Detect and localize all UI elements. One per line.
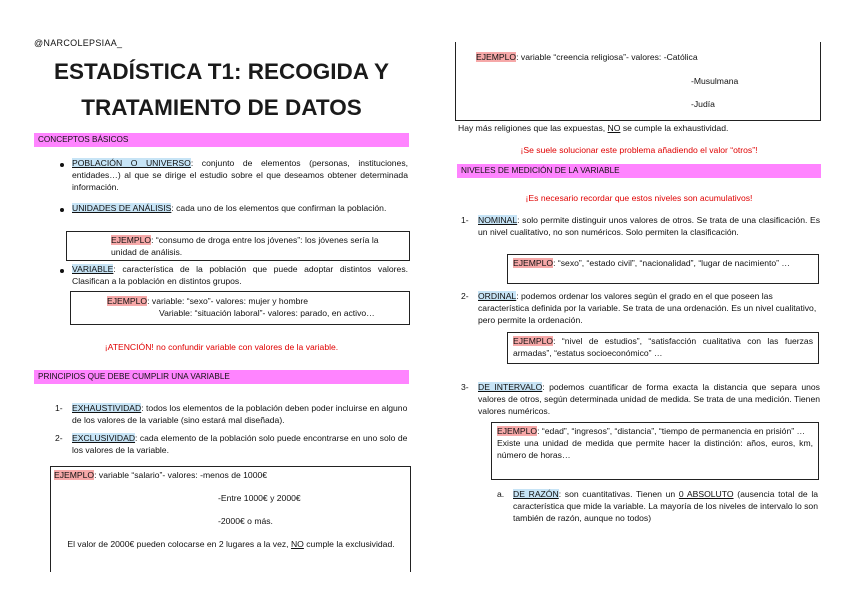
box-border-right bbox=[410, 466, 411, 572]
religion-note: Hay más religiones que las expuestas, NO se cumple la exhaustividad. bbox=[458, 123, 729, 133]
level-ordinal: ORDINAL: podemos ordenar los valores según el grado en el que poseen las característica definida por la variable. Se trata de una ordenación. Es un nivel cualitativo, pero permite la ordenación. bbox=[478, 291, 817, 325]
salario-value-2: -Entre 1000€ y 2000€ bbox=[218, 493, 301, 503]
remember-note: ¡Es necesario recordar que estos niveles son acumulativos! bbox=[525, 193, 753, 203]
term-unidades: UNIDADES DE ANÁLISIS bbox=[72, 203, 172, 213]
box-border-left bbox=[50, 466, 51, 572]
number-2: 2- bbox=[461, 291, 469, 301]
section-principios: PRINCIPIOS QUE DEBE CUMPLIR UNA VARIABLE bbox=[34, 370, 409, 384]
title-line-2: TRATAMIENTO DE DATOS bbox=[81, 95, 362, 120]
number-1: 1- bbox=[55, 403, 63, 413]
religion-value-2: -Musulmana bbox=[691, 76, 739, 86]
page-title bbox=[34, 54, 409, 126]
example-box-nominal: EJEMPLO: “sexo”, “estado civil”, “nacionalidad”, “lugar de nacimiento” … bbox=[507, 254, 819, 284]
example-box-sexo: EJEMPLO: variable: “sexo”- valores: mujer y hombre Variable: “situación laboral”- valores: parado, en activo… bbox=[70, 291, 410, 325]
sub-item-a: a. bbox=[497, 489, 505, 499]
example-label: EJEMPLO bbox=[476, 52, 517, 62]
example-label: EJEMPLO bbox=[107, 296, 148, 306]
box-border-top bbox=[50, 466, 411, 467]
salario-note: El valor de 2000€ pueden colocarse en 2 lugares a la vez, NO cumple la exclusividad. bbox=[67, 539, 395, 549]
example-label: EJEMPLO bbox=[54, 470, 95, 480]
bullet-icon bbox=[60, 269, 64, 273]
title-line-1: ESTADÍSTICA T1: RECOGIDA Y bbox=[53, 59, 390, 84]
box-border-bottom bbox=[455, 120, 821, 121]
bullet-variable: VARIABLE: característica de la población que puede adoptar distintos valores. Clasifican a la población en distintos grupos. bbox=[72, 264, 408, 286]
term-exclusividad: EXCLUSIVIDAD bbox=[72, 433, 136, 443]
term-intervalo: DE INTERVALO bbox=[478, 382, 543, 392]
box-border-right bbox=[820, 42, 821, 120]
bullet-poblacion: POBLACIÓN O UNIVERSO: conjunto de elementos (personas, instituciones, entidades…) al que se dirige el estudio sobre el que deseamos obtener determinada información. bbox=[72, 158, 408, 192]
example-salario: EJEMPLO: variable “salario”- valores: -menos de 1000€ bbox=[54, 470, 268, 480]
bullet-unidades: UNIDADES DE ANÁLISIS: cada uno de los elementos que confirman la población. bbox=[72, 203, 387, 213]
example-label: EJEMPLO bbox=[497, 426, 538, 436]
item-exclusividad: EXCLUSIVIDAD: cada elemento de la población solo puede encontrarse en uno solo de los valores de la variable. bbox=[72, 433, 408, 455]
item-exhaustividad: EXHAUSTIVIDAD: todos los elementos de la población deben poder incluirse en alguno de los valores de la variable (sino estará mal diseñada). bbox=[72, 403, 408, 425]
term-ordinal: ORDINAL bbox=[478, 291, 517, 301]
section-niveles: NIVELES DE MEDICIÓN DE LA VARIABLE bbox=[457, 164, 821, 178]
example-box-ordinal: EJEMPLO: “nivel de estudios”, “satisfacción cualitativa con las fuerzas armadas”, “estatus socioeconómico” … bbox=[507, 332, 819, 364]
religion-value-3: -Judía bbox=[691, 99, 715, 109]
bullet-icon bbox=[60, 208, 64, 212]
term-poblacion: POBLACIÓN O UNIVERSO bbox=[72, 158, 191, 168]
number-1: 1- bbox=[461, 215, 469, 225]
box-border-left bbox=[455, 42, 456, 120]
example-box-consumo: EJEMPLO: “consumo de droga entre los jóvenes”: los jóvenes sería la unidad de análisis. bbox=[66, 231, 410, 261]
solution-note: ¡Se suele solucionar este problema añadiendo el valor “otros”! bbox=[520, 145, 758, 155]
level-nominal: NOMINAL: solo permite distinguir unos valores de otros. Se trata de una clasificación. Es un nivel cualitativo, no son numéricos. Solo permiten la clasificación. bbox=[478, 215, 820, 237]
salario-value-3: -2000€ o más. bbox=[218, 516, 273, 526]
term-exhaustividad: EXHAUSTIVIDAD bbox=[72, 403, 142, 413]
bullet-icon bbox=[60, 163, 64, 167]
term-razon: DE RAZÓN bbox=[513, 489, 559, 499]
example-label: EJEMPLO bbox=[111, 235, 152, 245]
example-label: EJEMPLO bbox=[513, 336, 554, 346]
level-razon: DE RAZÓN: son cuantitativas. Tienen un 0 ABSOLUTO (ausencia total de la característica que mide la variable. La mayoría de los niveles de intervalo lo son también de razón, aunque no todos) bbox=[513, 489, 819, 523]
number-2: 2- bbox=[55, 433, 63, 443]
level-intervalo: DE INTERVALO: podemos cuantificar de forma exacta la distancia que separa unos valores de otros, según determinada unidad de medida. Se trata de una medición. Tienen valores numéricos. bbox=[478, 382, 820, 416]
term-variable: VARIABLE bbox=[72, 264, 114, 274]
section-conceptos-basicos: CONCEPTOS BÁSICOS bbox=[34, 133, 409, 147]
example-label: EJEMPLO bbox=[513, 258, 554, 268]
author-handle: @NARCOLEPSIAA_ bbox=[34, 38, 123, 48]
example-box-intervalo: EJEMPLO: “edad”, “ingresos”, “distancia”, “tiempo de permanencia en prisión” … Existe una unidad de medida que permite hacer la distinción: años, euros, km, número de horas… bbox=[491, 422, 819, 480]
example-religion: EJEMPLO: variable “creencia religiosa”- valores: -Católica bbox=[476, 52, 698, 62]
number-3: 3- bbox=[461, 382, 469, 392]
term-nominal: NOMINAL bbox=[478, 215, 518, 225]
attention-note: ¡ATENCIÓN! no confundir variable con valores de la variable. bbox=[104, 342, 339, 352]
